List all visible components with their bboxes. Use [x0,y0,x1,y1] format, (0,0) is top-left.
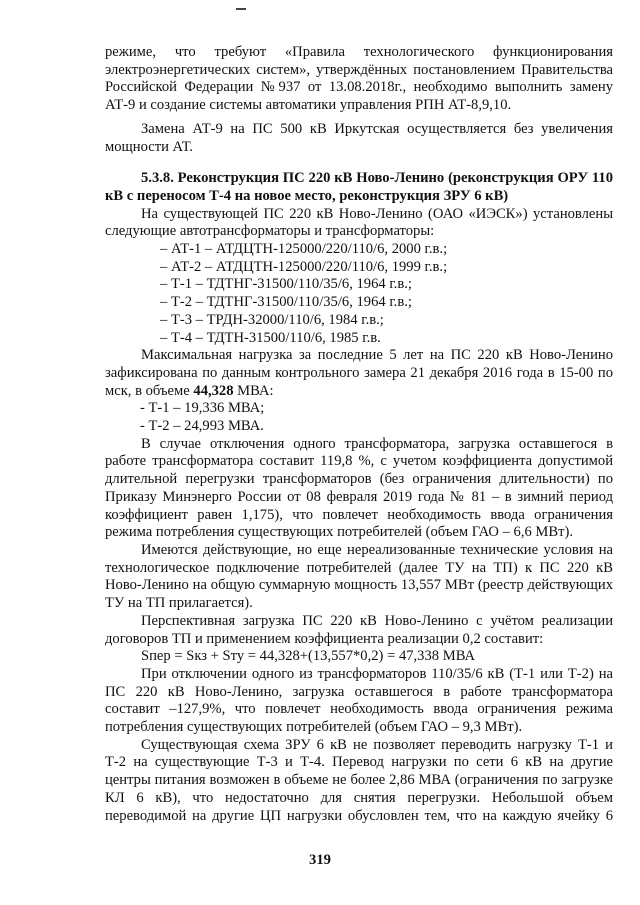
paragraph-prospective-load: Перспективная загрузка ПС 220 кВ Ново-Ленино с учётом реализации договоров ТП и применением коэффициента реализации 0,2 составит: [105,612,613,647]
list-item: – Т-4 – ТДТН-31500/110/6, 1985 г.в. [160,329,381,346]
paragraph-technical-conditions: Имеются действующие, но еще нереализованные технические условия на технологическое подключение потребителей (далее ТУ на ТП) к ПС 220 кВ Ново-Ленино на общую суммарную мощность 13,557 МВт (реестр действующих ТУ на ТП прилагается). [105,541,613,612]
section-heading: 5.3.8. Реконструкция ПС 220 кВ Ново-Ленино (реконструкция ОРУ 110 кВ с переносом Т-4 на новое место, реконструкция ЗРУ 6 кВ) [105,170,613,204]
paragraph-max-load [105,347,613,400]
paragraph-replacement-requirement: режиме, что требуют «Правила технологического функционирования электроэнергетических систем», утверждённых постановлением Правительства Российской Федерации №937 от 13.08.2018г., необходимо выполнить замену АТ-9 и создание системы автоматики управления РПН АТ-8,9,10. [105,44,613,114]
list-item: – Т-1 – ТДТНГ-31500/110/35/6, 1964 г.в.; [160,276,412,293]
list-item: - Т-2 – 24,993 МВА. [140,418,264,435]
list-item: – Т-2 – ТДТНГ-31500/110/35/6, 1964 г.в.; [160,294,412,311]
list-item: – АТ-1 – АТДЦТН-125000/220/110/6, 2000 г.в.; [160,241,448,258]
max-load-unit: МВА: [233,382,274,399]
max-load-value: 44,328 [193,382,234,399]
paragraph-single-transformer-outage: В случае отключения одного трансформатора, загрузка оставшегося в работе трансформатора составит 119,8 %, с учетом коэффициента допустимой длительной перегрузки трансформаторов (без ограничения длительности) по Приказу Минэнерго России от 08 февраля 2019 года № 81 – в зимний период коэффициент равен 1,175), что повлечет необходимость ввода ограничения режима потребления существующих потребителей (объем ГАО – 6,6 МВт). [105,435,613,541]
paragraph-transformer-disconnect: При отключении одного из трансформаторов 110/35/6 кВ (Т-1 или Т-2) на ПС 220 кВ Ново-Ленино, загрузка оставшегося в работе трансформатора составит –127,9%, что повлечет необходимость ввода ограничения режима потребления существующих потребителей (объем ГАО – 9,3 МВт). [105,665,613,736]
load-formula: Sпер = Sкз + Sту = 44,328+(13,557*0,2) = 47,338 МВА [141,648,476,665]
scan-edge-mark [236,0,246,10]
list-item: - Т-1 – 19,336 МВА; [140,400,265,417]
list-item: – Т-3 – ТРДН-32000/110/6, 1984 г.в.; [160,311,384,328]
paragraph-existing-equipment: На существующей ПС 220 кВ Ново-Ленино (ОАО «ИЭСК») установлены следующие автотрансформаторы и трансформаторы: [105,205,613,240]
page-number: 319 [309,852,331,868]
paragraph-zru-scheme: Существующая схема ЗРУ 6 кВ не позволяет переводить нагрузку Т-1 и Т-2 на существующие Т-3 и Т-4. Перевод нагрузки по сети 6 кВ на другие центры питания возможен в объеме не более 2,86 МВА (ограничения по загрузке КЛ 6 кВ), что недостаточно для снятия перегрузки. Небольшой объем переводимой на другие ЦП нагрузки обусловлен тем, что на каждую ячейку 6 [105,736,613,824]
max-load-text: Максимальная нагрузка за последние 5 лет на ПС 220 кВ Ново-Ленино зафиксирована по данным контрольного замера 21 декабря 2016 года в 15-00 по мск, в объеме [105,347,613,399]
paragraph-irkutsk-replacement: Замена АТ-9 на ПС 500 кВ Иркутская осуществляется без увеличения мощности АТ. [105,120,613,155]
document-page [105,44,613,825]
transformer-list [105,241,613,347]
list-item: – АТ-2 – АТДЦТН-125000/220/110/6, 1999 г.в.; [160,258,448,275]
load-list [105,400,613,435]
